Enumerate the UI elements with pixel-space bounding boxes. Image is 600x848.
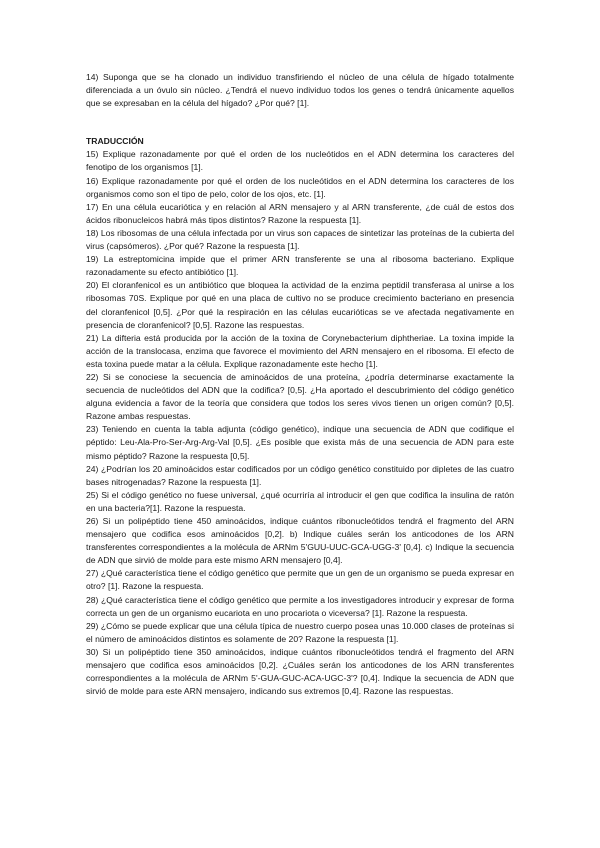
document-body [86,71,514,698]
question-18: 18) Los ribosomas de una célula infectada por un virus son capaces de sintetizar las proteínas de la cubierta del virus (capsómeros). ¿Por qué? Razone la respuesta [1]. [86,227,514,252]
question-15: 15) Explique razonadamente por qué el orden de los nucleótidos en el ADN determina los caracteres del fenotipo de los organismos [1]. [86,149,514,173]
question-20: 20) El cloranfenicol es un antibiótico que bloquea la actividad de la enzima peptidil transferasa al unirse a los ribosomas 70S. Explique por qué en una placa de cultivo no se produce crecimiento bacteriano en presencia del cloranfenicol [0,5]. ¿Por qué la respiración en las células eucarióticas se ve afectada negativamente en presencia de cloranfenicol? [0,5]. Razone las respuestas. [86,280,514,330]
question-24: 24) ¿Podrían los 20 aminoácidos estar codificados por un código genético constituido por dipletes de las cuatro bases nitrogenadas? Razone la respuesta [1]. [86,463,514,487]
question-29: 29) ¿Cómo se puede explicar que una célula típica de nuestro cuerpo posea unas 10.000 clases de proteínas si el número de aminoácidos distintos es solamente de 20? Razone la respuesta [1]. [86,620,514,644]
question-30: 30) Si un polipéptido tiene 350 aminoácidos, indique cuántos ribonucleótidos tendrá el fragmento del ARN mensajero que codifica esos aminoácidos [0,2]. ¿Cuáles serán los anticodones de los ARN transferentes correspondientes a la molécula de ARNm 5'-GUA-GUC-ACA-UGC-3'? [0,4]. Indique la secuencia de ADN que sirvió de molde para este ARN mensajero, indicando sus extremos [0,4]. Razone las respuestas. [86,646,514,697]
question-16: 16) Explique razonadamente por qué el orden de los nucleótidos en el ADN determina los caracteres de los organismos como son el tipo de pelo, color de los ojos, etc. [1]. [86,175,514,199]
question-14: 14) Suponga que se ha clonado un individuo transfiriendo el núcleo de una célula de hígado totalmente diferenciada a un óvulo sin núcleo. ¿Tendrá el nuevo individuo todos los genes o tendrá únicamente aquellos que se expresaban en la célula del hígado? ¿Por qué? [1]. [86,72,514,109]
question-25: 25) Si el código genético no fuese universal, ¿qué ocurriría al introducir el gen que codifica la insulina de ratón en una bacteria?[1]. Razone la respuesta. [86,489,514,513]
question-28: 28) ¿Qué característica tiene el código genético que permite a los investigadores introducir y expresar de forma correcta un gen de un organismo eucariota en uno procariota o viceversa? [1]. Razone la respuesta. [86,594,514,618]
question-21: 21) La difteria está producida por la acción de la toxina de Corynebacterium diphtheriae. La toxina impide la acción de la translocasa, enzima que favorece el movimiento del ARN mensajero en el ribosoma. El efecto de esta toxina puede matar a la célula. Explique razonadamente este hecho [1]. [86,332,514,369]
question-23: 23) Teniendo en cuenta la tabla adjunta (código genético), indique una secuencia de ADN que codifique el péptido: Leu-Ala-Pro-Ser-Arg-Arg-Val [0,5]. ¿Es posible que exista más de una secuencia de ADN para este mismo péptido? Razone la respuesta [0,5]. [86,424,514,461]
question-19: 19) La estreptomicina impide que el primer ARN transferente se una al ribosoma bacteriano. Explique razonadamente su efecto antibiótico [1]. [86,254,514,278]
question-17: 17) En una célula eucariótica y en relación al ARN mensajero y al ARN transferente, ¿de cuál de estos dos ácidos ribonucleicos habrá más tipos distintos? Razone la respuesta [1]. [86,201,514,225]
question-27: 27) ¿Qué característica tiene el código genético que permite que un gen de un organismo se pueda expresar en otro? [1]. Razone la respuesta. [86,568,514,592]
question-22: 22) Si se conociese la secuencia de aminoácidos de una proteína, ¿podría determinarse exactamente la secuencia de nucleótidos del ADN que la codifica? [0,5]. ¿Ha aportado el descubrimiento del código genético alguna evidencia a favor de la teoría que considera que todos los seres vivos tienen un origen común? [0,5]. Razone ambas respuestas. [86,371,514,422]
section-heading: TRADUCCIÓN [86,136,144,147]
question-26: 26) Si un polipéptido tiene 450 aminoácidos, indique cuántos ribonucleótidos tendrá el fragmento del ARN mensajero que codifica esos aminoácidos [0,2]. b) Indique cuáles serán los anticodones de los ARN transferentes correspondientes a la molécula de ARNm 5'GUU-UUC-GCA-UGG-3' [0,4]. c) Indique la secuencia de ADN que sirvió de molde para este mismo ARN mensajero [0,4]. [86,516,514,566]
